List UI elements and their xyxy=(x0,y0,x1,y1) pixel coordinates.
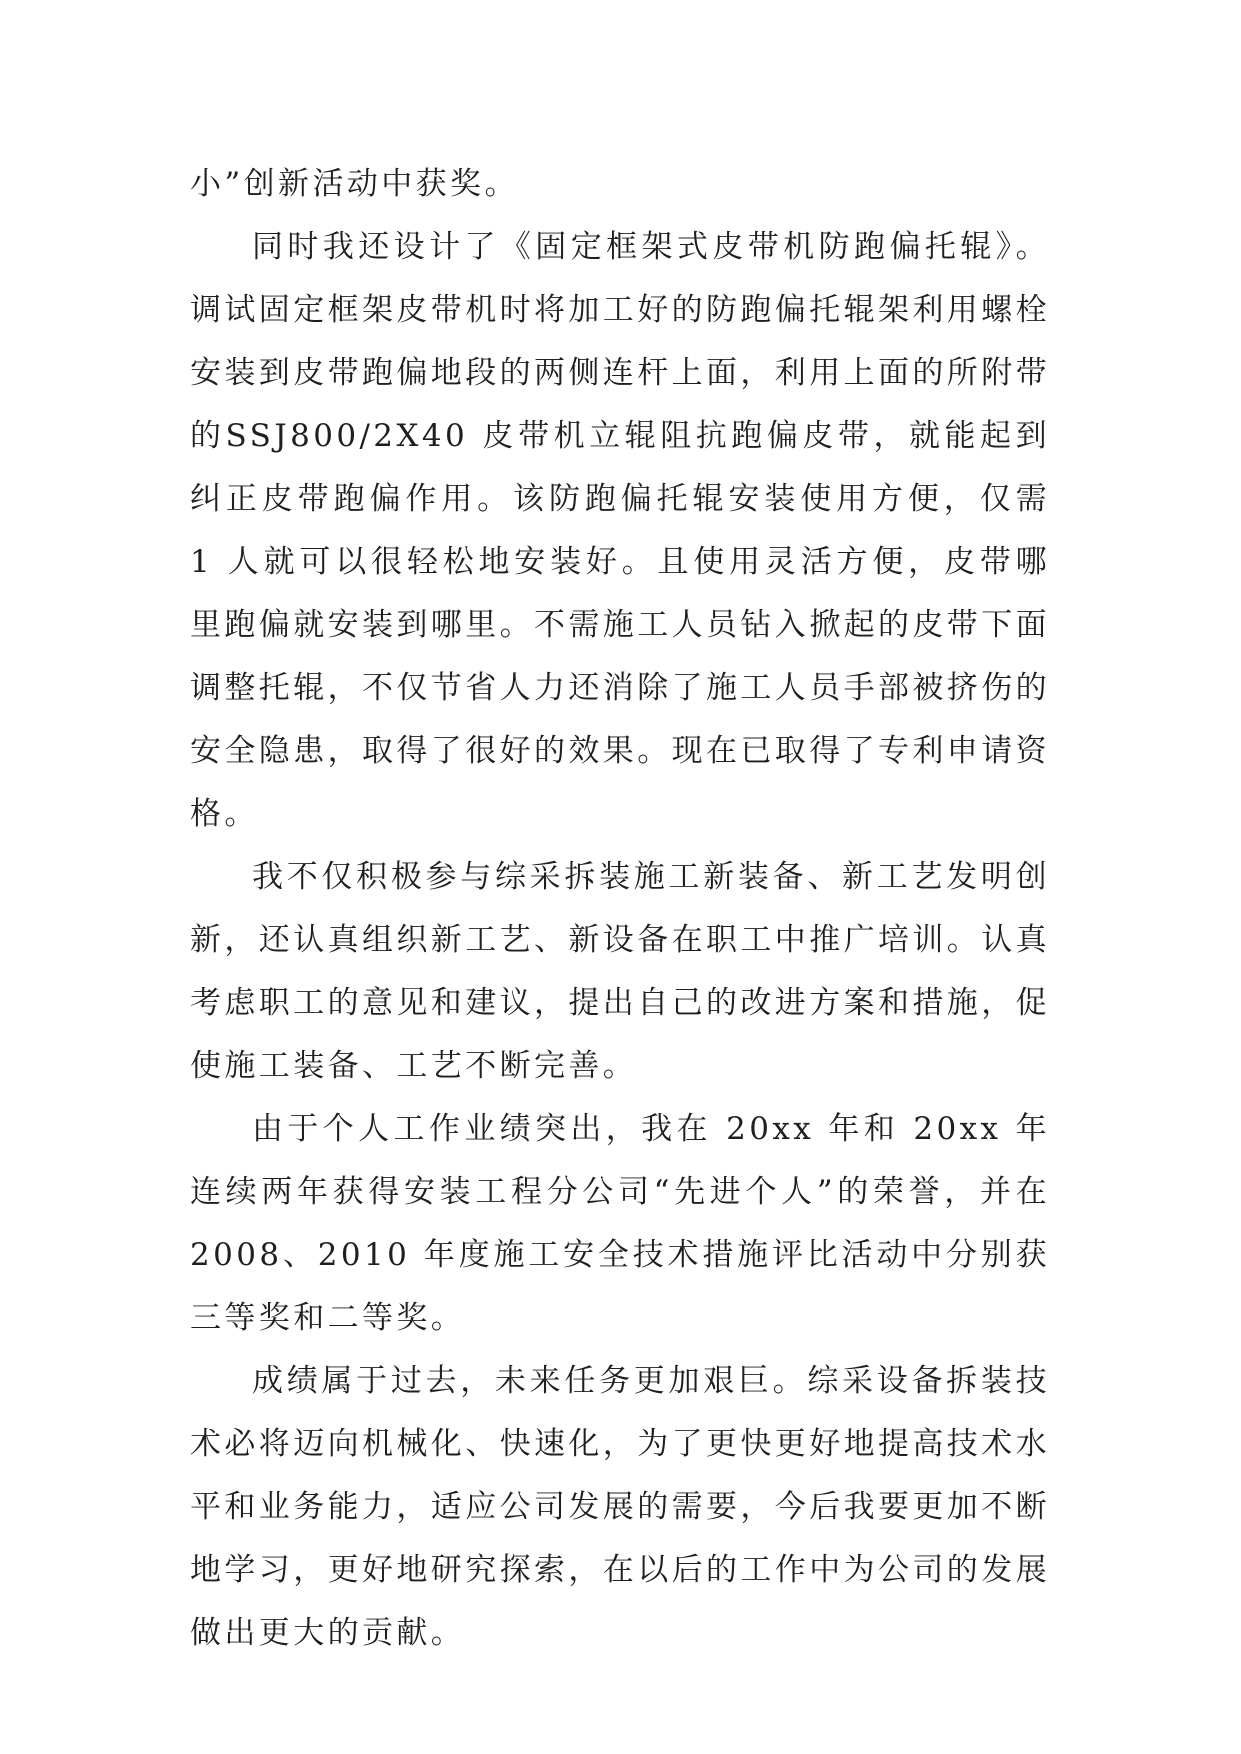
paragraph-training-promotion: 我不仅积极参与综采拆装施工新装备、新工艺发明创新，还认真组织新工艺、新设备在职工中推广培训。认真考虑职工的意见和建议，提出自己的改进方案和措施，促使施工装备、工艺不断完善。 xyxy=(190,859,1050,1084)
document-body xyxy=(190,153,1050,1665)
paragraph-continuation: 小”创新活动中获奖。 xyxy=(190,166,519,202)
paragraph-honors: 由于个人工作业绩突出，我在 20xx 年和 20xx 年连续两年获得安装工程分公司“先进个人”的荣誉，并在 2008、2010 年度施工安全技术措施评比活动中分别获三等奖和二等奖。 xyxy=(190,1111,1050,1336)
paragraph-anti-deviation-roller: 同时我还设计了《固定框架式皮带机防跑偏托辊》。调试固定框架皮带机时将加工好的防跑偏托辊架利用螺栓安装到皮带跑偏地段的两侧连杆上面，利用上面的所附带的SSJ800/2X40 皮带机立辊阻抗跑偏皮带，就能起到纠正皮带跑偏作用。该防跑偏托辊安装使用方便，仅需 1 人就可以很轻松地安装好。且使用灵活方便，皮带哪里跑偏就安装到哪里。不需施工人员钻入掀起的皮带下面调整托辊，不仅节省人力还消除了施工人员手部被挤伤的安全隐患，取得了很好的效果。现在已取得了专利申请资格。 xyxy=(190,229,1050,832)
paragraph-future-outlook: 成绩属于过去，未来任务更加艰巨。综采设备拆装技术必将迈向机械化、快速化，为了更快更好地提高技术水平和业务能力，适应公司发展的需要，今后我要更加不断地学习，更好地研究探索，在以后的工作中为公司的发展做出更大的贡献。 xyxy=(190,1363,1050,1651)
